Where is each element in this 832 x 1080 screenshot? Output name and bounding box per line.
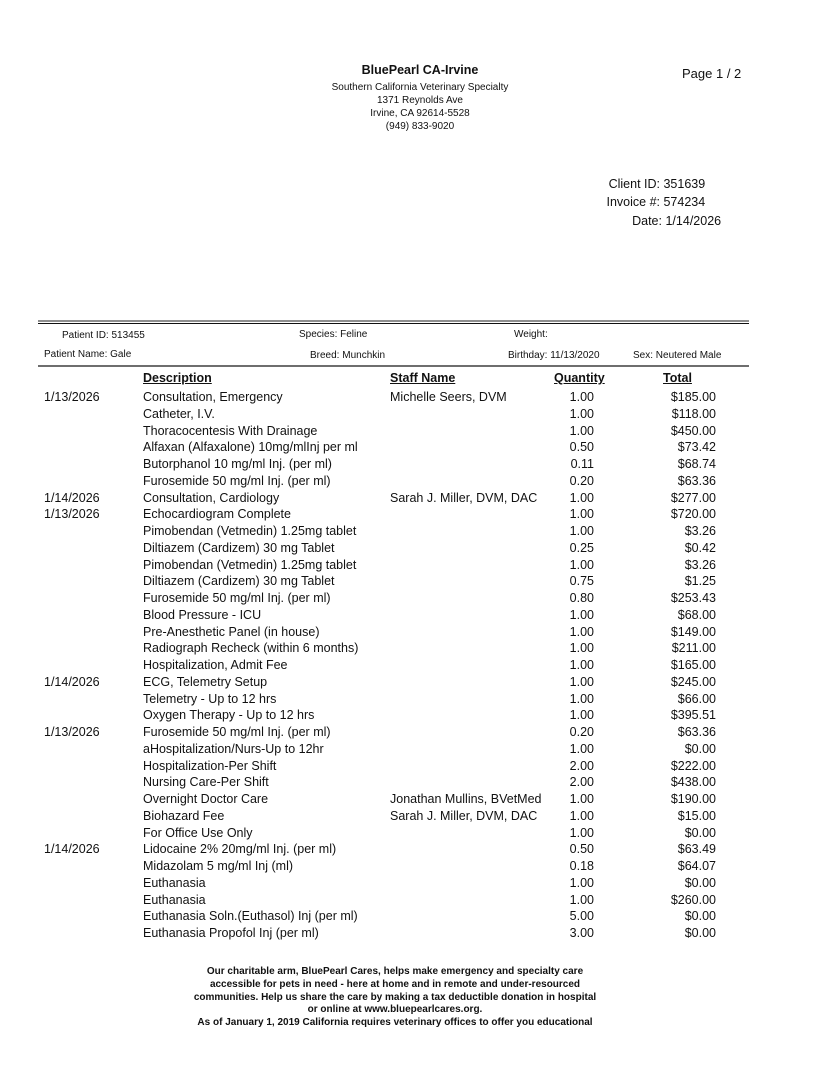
- item-quantity: 1.00: [569, 490, 594, 505]
- item-description: Biohazard Fee: [143, 808, 225, 823]
- invoice-label: Invoice #:: [606, 195, 660, 209]
- item-quantity: 1.00: [569, 641, 594, 656]
- item-description: Lidocaine 2% 20mg/ml Inj. (per ml): [143, 842, 337, 857]
- item-quantity: 1.00: [569, 607, 594, 622]
- item-total: $395.51: [670, 708, 716, 723]
- column-header-total: Total: [663, 371, 692, 385]
- divider-top-gray: [38, 320, 749, 322]
- item-total: $222.00: [670, 758, 716, 773]
- item-total: $0.00: [684, 926, 716, 940]
- table-row: [0, 707, 832, 724]
- item-description: Consultation, Emergency: [143, 390, 283, 404]
- item-total: $63.36: [677, 725, 716, 739]
- item-total: $0.42: [684, 540, 716, 555]
- date-row: [560, 214, 721, 228]
- item-quantity: 1.00: [569, 658, 594, 672]
- item-total: $438.00: [670, 775, 716, 790]
- item-quantity: 1.00: [569, 524, 594, 538]
- item-description: Furosemide 50 mg/ml Inj. (per ml): [143, 473, 331, 488]
- table-row: [0, 724, 832, 741]
- divider-bottom: [38, 365, 749, 367]
- line-items-table: [0, 389, 832, 942]
- item-quantity: 2.00: [569, 758, 594, 773]
- table-row: [0, 423, 832, 440]
- item-description: Pimobendan (Vetmedin) 1.25mg tablet: [143, 557, 357, 572]
- invoice-value: 574234: [663, 195, 706, 209]
- table-row: [0, 557, 832, 574]
- footer-notice: [0, 966, 790, 1030]
- item-quantity: 1.00: [569, 507, 594, 522]
- clinic-address-line1: 1371 Reynolds Ave: [377, 95, 463, 106]
- item-quantity: 1.00: [569, 390, 594, 404]
- table-row: [0, 506, 832, 523]
- client-id-label: Client ID:: [608, 177, 660, 191]
- item-quantity: 1.00: [569, 808, 594, 823]
- item-date: 1/14/2026: [44, 674, 100, 689]
- patient-species: Species: Feline: [299, 329, 368, 340]
- client-id-value: 351639: [663, 177, 706, 191]
- item-quantity: 1.00: [569, 792, 594, 806]
- table-row: [0, 473, 832, 490]
- table-row: [0, 691, 832, 708]
- table-row: [0, 774, 832, 791]
- item-description: Hospitalization, Admit Fee: [143, 658, 288, 672]
- table-row: [0, 406, 832, 423]
- item-quantity: 1.00: [569, 741, 594, 756]
- item-description: Overnight Doctor Care: [143, 792, 269, 806]
- item-description: Butorphanol 10 mg/ml Inj. (per ml): [143, 457, 332, 471]
- table-row: [0, 439, 832, 456]
- item-quantity: 0.75: [569, 574, 594, 589]
- item-total: $185.00: [670, 390, 716, 404]
- item-description: Furosemide 50 mg/ml Inj. (per ml): [143, 725, 331, 739]
- item-total: $3.26: [684, 557, 716, 572]
- date-label: Date:: [632, 214, 662, 228]
- item-description: Diltiazem (Cardizem) 30 mg Tablet: [143, 574, 335, 589]
- table-row: [0, 758, 832, 775]
- item-description: Pre-Anesthetic Panel (in house): [143, 624, 320, 639]
- item-description: Euthanasia Soln.(Euthasol) Inj (per ml): [143, 909, 358, 924]
- clinic-address-line2: Irvine, CA 92614-5528: [370, 108, 470, 119]
- item-quantity: 1.00: [569, 674, 594, 689]
- item-total: $15.00: [677, 808, 716, 823]
- footer-line: communities. Help us share the care by making a tax deductible donation in hospital: [193, 991, 597, 1003]
- item-quantity: 1.00: [569, 406, 594, 421]
- item-description: Hospitalization-Per Shift: [143, 758, 277, 773]
- item-quantity: 0.25: [569, 540, 594, 555]
- item-description: Euthanasia Propofol Inj (per ml): [143, 926, 319, 940]
- item-total: $63.49: [677, 842, 716, 857]
- table-row: [0, 674, 832, 691]
- item-date: 1/14/2026: [44, 842, 100, 857]
- item-total: $277.00: [670, 490, 716, 505]
- patient-birthday: Birthday: 11/13/2020: [508, 350, 600, 361]
- table-row: [0, 456, 832, 473]
- item-quantity: 5.00: [569, 909, 594, 924]
- item-description: Catheter, I.V.: [143, 406, 215, 421]
- table-row: [0, 573, 832, 590]
- item-quantity: 0.20: [569, 725, 594, 739]
- column-header-staff: Staff Name: [390, 371, 456, 385]
- table-row: [0, 389, 832, 406]
- item-description: Radiograph Recheck (within 6 months): [143, 641, 359, 656]
- patient-name: Patient Name: Gale: [44, 349, 132, 360]
- item-quantity: 1.00: [569, 624, 594, 639]
- table-row: [0, 892, 832, 909]
- item-quantity: 3.00: [569, 926, 594, 940]
- item-total: $720.00: [670, 507, 716, 522]
- item-quantity: 0.18: [569, 859, 594, 873]
- invoice-row: [560, 195, 705, 209]
- item-total: $245.00: [670, 674, 716, 689]
- clinic-subtitle: Southern California Veterinary Specialty: [331, 82, 509, 93]
- item-description: Midazolam 5 mg/ml Inj (ml): [143, 859, 294, 873]
- item-description: Consultation, Cardiology: [143, 490, 280, 505]
- item-total: $450.00: [670, 423, 716, 438]
- footer-line: As of January 1, 2019 California requires veterinary offices to offer you educational: [197, 1017, 593, 1029]
- table-row: [0, 875, 832, 892]
- item-date: 1/13/2026: [44, 725, 100, 739]
- item-total: $0.00: [684, 909, 716, 924]
- item-date: 1/14/2026: [44, 490, 100, 505]
- table-row: [0, 540, 832, 557]
- item-quantity: 1.00: [569, 557, 594, 572]
- item-quantity: 2.00: [569, 775, 594, 790]
- item-total: $73.42: [677, 440, 716, 455]
- table-row: [0, 490, 832, 507]
- item-quantity: 0.50: [569, 440, 594, 455]
- table-row: [0, 841, 832, 858]
- page-number: Page 1 / 2: [682, 66, 742, 81]
- table-row: [0, 523, 832, 540]
- table-row: [0, 808, 832, 825]
- item-date: 1/13/2026: [44, 507, 100, 522]
- item-description: Echocardiogram Complete: [143, 507, 291, 522]
- column-header-description: Description: [143, 371, 212, 385]
- item-quantity: 1.00: [569, 691, 594, 706]
- footer-line: Our charitable arm, BluePearl Cares, helps make emergency and specialty care: [206, 966, 584, 977]
- item-total: $253.43: [670, 591, 716, 605]
- item-quantity: 1.00: [569, 825, 594, 840]
- item-total: $190.00: [670, 792, 716, 806]
- item-description: Pimobendan (Vetmedin) 1.25mg tablet: [143, 524, 357, 538]
- item-total: $211.00: [671, 641, 716, 656]
- item-quantity: 0.80: [569, 591, 594, 605]
- item-quantity: 1.00: [569, 875, 594, 890]
- item-quantity: 0.50: [569, 842, 594, 857]
- item-total: $0.00: [684, 825, 716, 840]
- item-quantity: 0.20: [569, 473, 594, 488]
- clinic-name: BluePearl CA-Irvine: [361, 63, 479, 77]
- item-date: 1/13/2026: [44, 390, 100, 404]
- item-description: Euthanasia: [143, 875, 206, 890]
- item-quantity: 1.00: [569, 423, 594, 438]
- item-staff: Jonathan Mullins, BVetMed: [390, 792, 542, 806]
- item-description: Furosemide 50 mg/ml Inj. (per ml): [143, 591, 331, 605]
- item-staff: Michelle Seers, DVM: [390, 390, 507, 404]
- item-description: Oxygen Therapy - Up to 12 hrs: [143, 708, 315, 723]
- table-row: [0, 791, 832, 808]
- item-description: For Office Use Only: [143, 825, 253, 840]
- item-total: $0.00: [684, 741, 716, 756]
- item-description: Nursing Care-Per Shift: [143, 775, 269, 790]
- item-description: aHospitalization/Nurs-Up to 12hr: [143, 741, 324, 756]
- item-total: $64.07: [677, 859, 716, 873]
- footer-line: or online at www.bluepearlcares.org.: [307, 1004, 483, 1016]
- patient-breed: Breed: Munchkin: [310, 350, 386, 361]
- table-row: [0, 925, 832, 942]
- item-total: $1.25: [684, 574, 716, 589]
- patient-sex: Sex: Neutered Male: [633, 350, 722, 361]
- item-quantity: 1.00: [569, 708, 594, 723]
- item-total: $0.00: [684, 875, 716, 890]
- item-description: Blood Pressure - ICU: [143, 607, 262, 622]
- item-staff: Sarah J. Miller, DVM, DAC: [390, 490, 538, 505]
- table-row: [0, 908, 832, 925]
- item-description: Thoracocentesis With Drainage: [143, 423, 318, 438]
- item-total: $68.00: [677, 607, 716, 622]
- table-row: [0, 741, 832, 758]
- table-row: [0, 607, 832, 624]
- item-total: $118.00: [671, 406, 716, 421]
- table-row: [0, 640, 832, 657]
- table-row: [0, 825, 832, 842]
- item-description: Alfaxan (Alfaxalone) 10mg/mlInj per ml: [143, 440, 358, 455]
- table-row: [0, 858, 832, 875]
- item-total: $149.00: [670, 624, 716, 639]
- item-description: Euthanasia: [143, 892, 206, 907]
- item-total: $66.00: [677, 691, 716, 706]
- item-total: $260.00: [670, 892, 716, 907]
- item-description: ECG, Telemetry Setup: [143, 674, 268, 689]
- clinic-phone: (949) 833-9020: [385, 121, 455, 132]
- client-id-row: [560, 177, 705, 191]
- item-quantity: 1.00: [569, 892, 594, 907]
- table-row: [0, 590, 832, 607]
- footer-line: accessible for pets in need - here at home and in remote and under-resourced: [209, 978, 581, 990]
- table-row: [0, 624, 832, 641]
- item-total: $68.74: [677, 457, 716, 471]
- item-total: $165.00: [670, 658, 716, 672]
- item-description: Diltiazem (Cardizem) 30 mg Tablet: [143, 540, 335, 555]
- divider-top-black: [38, 323, 749, 324]
- patient-weight: Weight:: [514, 329, 548, 340]
- item-description: Telemetry - Up to 12 hrs: [143, 691, 277, 706]
- item-staff: Sarah J. Miller, DVM, DAC: [390, 808, 538, 823]
- column-header-quantity: Quantity: [554, 371, 605, 385]
- patient-id: Patient ID: 513455: [62, 330, 145, 341]
- item-quantity: 0.11: [570, 457, 594, 471]
- date-value: 1/14/2026: [665, 214, 722, 228]
- item-total: $63.36: [677, 473, 716, 488]
- item-total: $3.26: [684, 524, 716, 538]
- table-row: [0, 657, 832, 674]
